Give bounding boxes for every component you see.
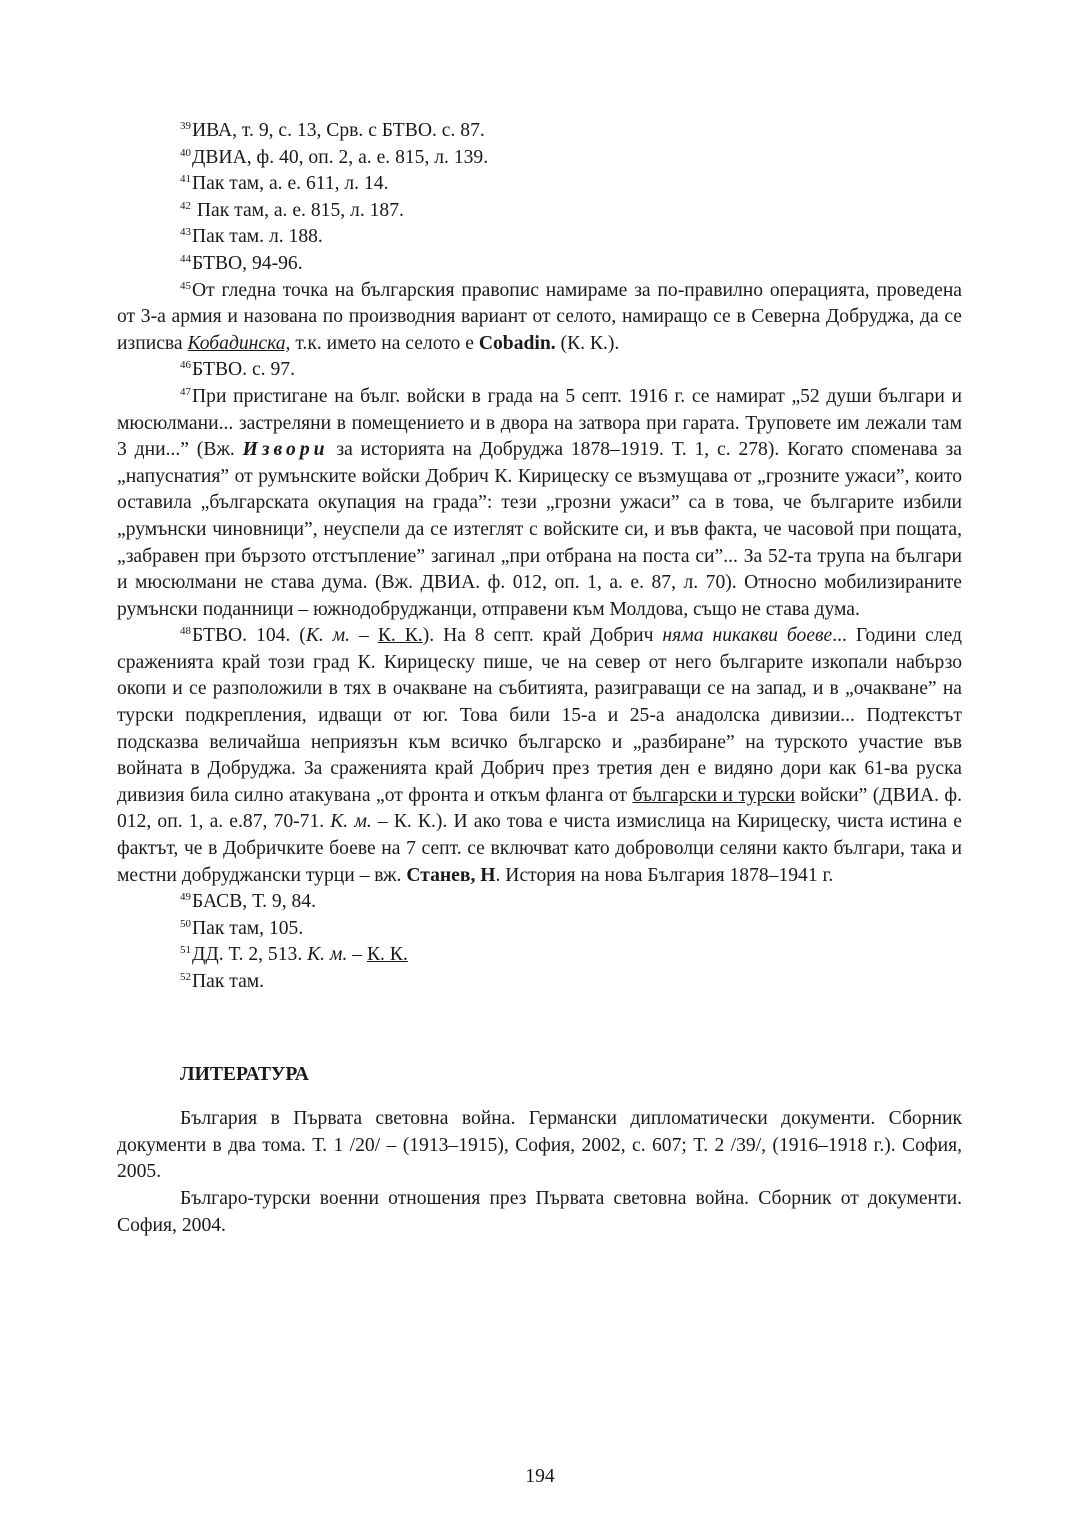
document-page xyxy=(117,118,962,1239)
literature-heading: ЛИТЕРАТУРА xyxy=(180,1063,309,1085)
footnote-41: $^{41}$Пак там, а. е. 611, л. 14. xyxy=(180,173,389,195)
footnote-51: $^{51}$ДД. Т. 2, 513. К. м. – К. К. xyxy=(180,944,408,966)
footnote-45: $^{45}$От гледна точка на българския правопис намираме за по-правилно операцията, проведена от 3-а армия и назована по производния вариант от селото, намиращо се в Северна Добруджа, да се изписва Кобадинска, т.к. името на селото е Cobadin. (К. К.). xyxy=(117,279,962,354)
literature-item: Българо-турски военни отношения през Първата световна война. Сборник от документи. София, 2004. xyxy=(117,1187,962,1236)
literature-item: България в Първата световна война. Германски дипломатически документи. Сборник документи в два тома. Т. 1 /20/ – (1913–1915), София, 2002, с. 607; Т. 2 /39/, (1916–1918 г.). София, 2005. xyxy=(117,1108,962,1183)
footnote-43: $^{43}$Пак там. л. 188. xyxy=(180,226,323,248)
page-number: 194 xyxy=(525,1466,555,1487)
footnote-39: $^{39}$ИВА, т. 9, с. 13, Срв. с БТВО. с. 87. xyxy=(180,120,485,141)
footnote-42: $^{42}$ Пак там, а. е. 815, л. 187. xyxy=(180,199,404,221)
footnote-50: $^{50}$Пак там, 105. xyxy=(180,917,304,939)
footnote-46: $^{46}$БТВО. с. 97. xyxy=(180,359,295,381)
footnote-48: $^{48}$БТВО. 104. (К. м. – К. К.). На 8 септ. край Добрич няма никакви боеве... Години след сраженията край този град К. Кирицеску пише, че на север от него българите изкопали набързо окопи и се разположили в тях в очакване на събитията, разиграващи се на запад, и в „очакване” на турски подкрепления, идващи от юг. Това били 15-а и 25-а анадолска дивизии... Подтекстът подсказва величайша неприязън към всичко българско и „разбиране” на турското участие във войната в Добруджа. За сраженията край Добрич през третия ден е видяно дори как 61-ва руска дивизия била силно атакувана „от фронта и откъм фланга от български и турски войски” (ДВИА. ф. 012, оп. 1, а. е.87, 70-71. К. м. – К. К.). И ако това е чиста измислица на Кирицеску, чиста истина е фактът, че в Добричките боеве на 7 септ. се включват като доброволци селяни както българи, така и местни добруджански турци – вж. Станев, Н. История на нова България 1878–1941 г. xyxy=(117,625,962,886)
footnote-47: $^{47}$При пристигане на бълг. войски в града на 5 септ. 1916 г. се намират „52 души българи и мюсюлмани... застреляни в помещението и в двора на затвора при гарата. Труповете им лежали там 3 дни...” (Вж. Извори за историята на Добруджа 1878–1919. Т. 1, с. 278). Когато споменава за „напуснатия” от румънските войски Добрич К. Кирицеску се възмущава от „грозните ужаси”, които оставила „българската окупация на града”: тези „грозни ужаси” са в това, че българите избили „румънски чиновници”, неуспели да се изтеглят с войските си, и във факта, че часовой при пощата, „забравен при бързото отстъпление” загинал „при отбрана на поста си”... За 52-та трупа на българи и мюсюлмани не става дума. (Вж. ДВИА. ф. 012, оп. 1, а. е. 87, л. 70). Относно мобилизираните румънски поданници – южнодобруджанци, отправени към Молдова, също не става дума. xyxy=(117,385,962,620)
footnotes xyxy=(117,118,962,996)
footnote-49: $^{49}$БАСВ, Т. 9, 84. xyxy=(180,891,316,913)
footnote-44: $^{44}$БТВО, 94-96. xyxy=(180,252,303,274)
footnote-40: $^{40}$ДВИА, ф. 40, оп. 2, а. е. 815, л. 139. xyxy=(180,146,489,168)
footnote-52: $^{52}$Пак там. xyxy=(180,971,265,992)
